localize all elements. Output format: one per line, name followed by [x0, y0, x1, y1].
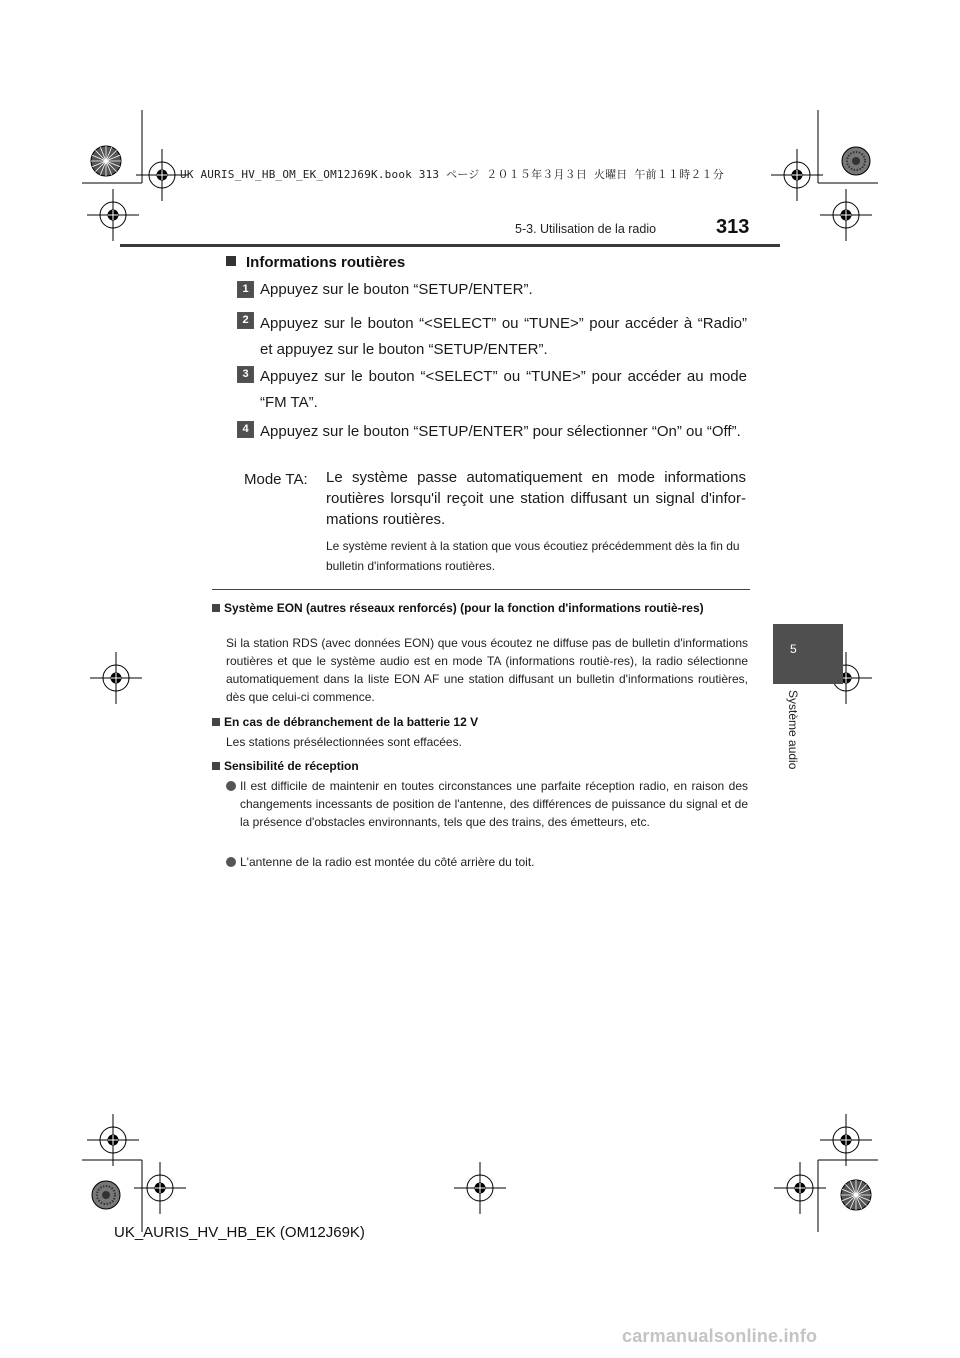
note-title-eon	[212, 599, 750, 617]
book-stamp: UK AURIS_HV_HB_OM_EK_OM12J69K.book 313 ページ ２０１５年３月３日 火曜日 午前１１時２１分	[180, 168, 724, 181]
square-bullet-icon	[212, 718, 220, 726]
watermark: carmanualsonline.info	[622, 1326, 818, 1346]
square-bullet-icon	[226, 256, 236, 266]
chapter-tab-number: 5	[790, 642, 797, 656]
note-bullet-reception-2: L'antenne de la radio est montée du côté arrière du toit.	[240, 855, 535, 869]
mode-ta-description: Le système passe automatiquement en mode informations routières lorsqu'il reçoit une station diffusant un signal d'infor-mations routières.	[326, 469, 746, 528]
square-bullet-icon	[212, 762, 220, 770]
step-text-3: Appuyez sur le bouton “<SELECT” ou “TUNE>” pour accéder au mode “FM TA”.	[260, 368, 747, 411]
note-title-eon-text: Système EON (autres réseaux renforcés) (pour la fonction d'informations routiè-res)	[224, 601, 704, 615]
chapter-tab-label: Système audio	[786, 690, 800, 770]
header-rule	[120, 244, 780, 247]
note-title-reception-text: Sensibilité de réception	[224, 759, 359, 773]
section-heading-text: Informations routières	[246, 254, 406, 271]
mode-ta-note: Le système revient à la station que vous écoutiez précédemment dès la fin du bulletin d'informations routières.	[326, 539, 740, 573]
note-body-battery: Les stations présélectionnées sont effacées.	[226, 735, 462, 749]
step-text-4: Appuyez sur le bouton “SETUP/ENTER” pour sélectionner “On” ou “Off”.	[260, 423, 741, 440]
note-body-eon: Si la station RDS (avec données EON) que vous écoutez ne diffuse pas de bulletin d'informations routières et que le système audio est en mode TA (informations routiè-res), la radio sélectionne automatiquement dans la liste EON AF une station diffusant un bulletin d'informations routières, dès que celui-ci commence.	[226, 636, 748, 704]
chapter-tab	[773, 624, 843, 684]
section-title: 5-3. Utilisation de la radio	[515, 222, 657, 236]
step-number-3: 3	[237, 366, 254, 383]
page-number: 313	[716, 216, 750, 238]
notes-separator	[212, 589, 750, 590]
note-title-battery	[212, 713, 750, 731]
step-text-1: Appuyez sur le bouton “SETUP/ENTER”.	[260, 281, 533, 298]
round-bullet-icon	[226, 781, 236, 791]
round-bullet-icon	[226, 857, 236, 867]
note-bullet-reception-1: Il est difficile de maintenir en toutes circonstances une parfaite réception radio, en raison des changements incessants de position de l'antenne, des différences de puissance du signal et de la présence d'obstacles environnants, tels que des trains, des émetteurs, etc.	[240, 779, 748, 829]
document-code: UK_AURIS_HV_HB_EK (OM12J69K)	[114, 1224, 365, 1241]
section-heading	[226, 254, 405, 271]
square-bullet-icon	[212, 604, 220, 612]
note-title-reception	[212, 757, 750, 775]
step-number-2: 2	[237, 312, 254, 329]
step-text-2: Appuyez sur le bouton “<SELECT” ou “TUNE>” pour accéder à “Radio” et appuyez sur le bouton “SETUP/ENTER”.	[260, 315, 747, 358]
step-number-4: 4	[237, 421, 254, 438]
mode-ta-label: Mode TA:	[244, 471, 308, 488]
note-title-battery-text: En cas de débranchement de la batterie 12 V	[224, 715, 479, 729]
step-number-1: 1	[237, 281, 254, 298]
